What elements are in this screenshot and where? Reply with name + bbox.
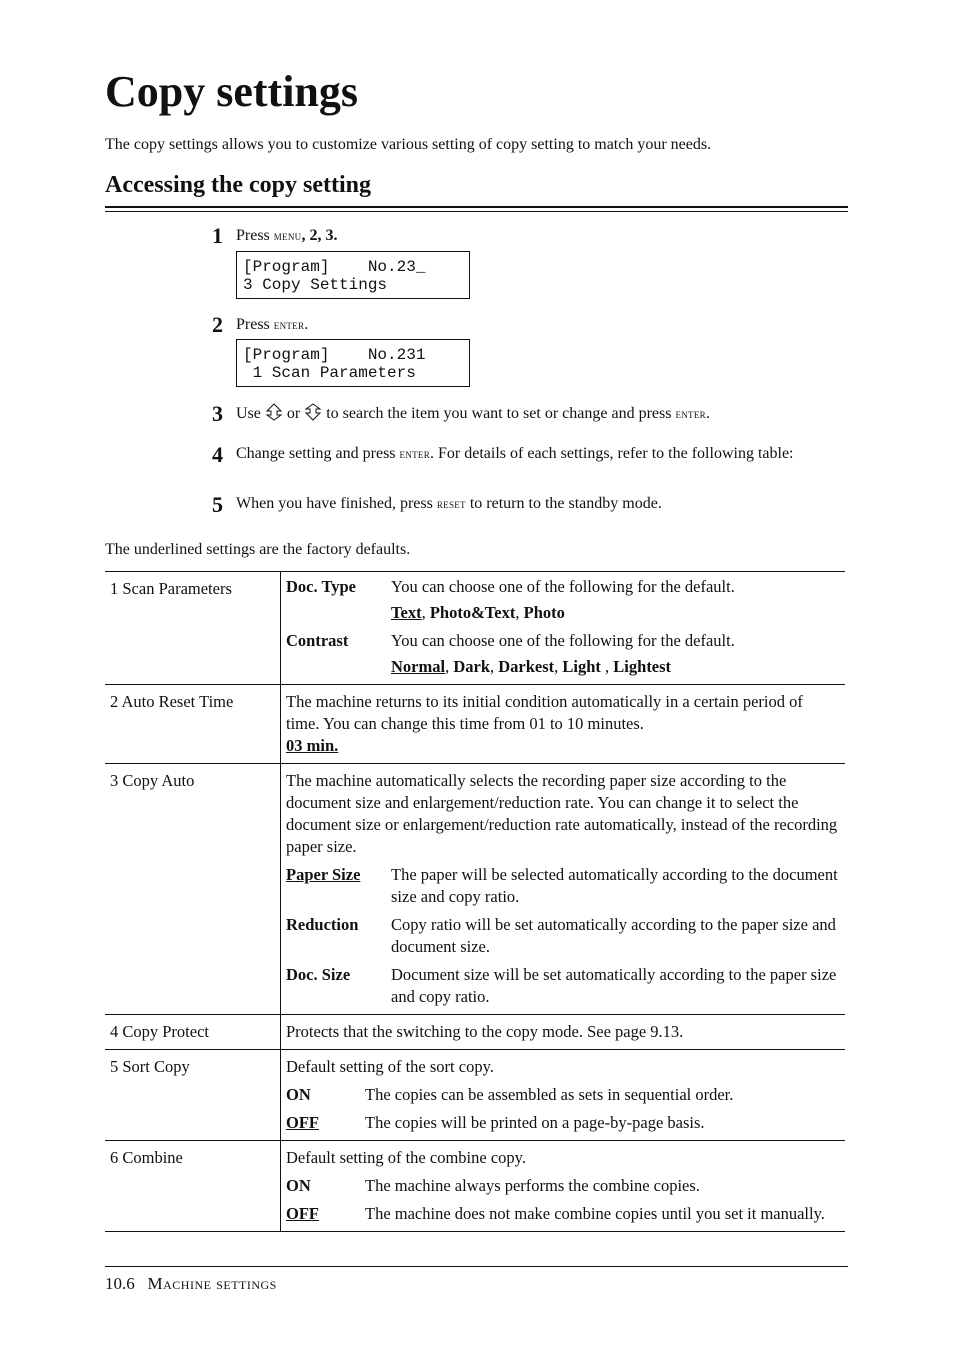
- option-key: Doc. Type: [286, 577, 356, 596]
- step-number: 4: [212, 442, 223, 467]
- step-text: When you have finished, press reset to return to the standby mode.: [236, 495, 662, 512]
- table-row: [105, 572, 845, 685]
- section-title: Accessing the copy setting: [105, 172, 371, 198]
- page-title: Copy settings: [105, 67, 359, 116]
- step-number: 3: [212, 401, 223, 426]
- table-row: [105, 685, 845, 764]
- step-text: Change setting and press enter. For details of each settings, refer to the following table:: [236, 445, 794, 462]
- section-rule-bottom: [105, 211, 848, 212]
- option-key: OFF: [286, 1113, 319, 1132]
- key-enter: enter: [273, 317, 305, 332]
- key-menu: menu: [273, 228, 302, 243]
- setting-label: 5 Sort Copy: [105, 1050, 281, 1141]
- setting-detail: The machine returns to its initial condition automatically in a certain period of time. You can change this time from 01 to 10 minutes. 03 min.: [281, 685, 846, 764]
- step-text: Use or to search the item you want to set or change and press enter.: [236, 405, 710, 422]
- settings-table: [105, 571, 845, 1232]
- setting-label: 4 Copy Protect: [105, 1015, 281, 1050]
- option-key: ON: [286, 1085, 311, 1104]
- table-row: [105, 1015, 845, 1050]
- setting-detail: Doc. Type You can choose one of the following for the default. Text, Photo&Text, Photo Contrast You can choose one of the following for the default. Normal, Dark, Darkest, Light , Lightest: [281, 572, 846, 685]
- setting-detail: Default setting of the sort copy. ON The copies can be assembled as sets in sequential order. OFF The copies will be printed on a page-by-page basis.: [286, 1057, 734, 1132]
- option-key: OFF: [286, 1204, 319, 1223]
- setting-detail: Default setting of the combine copy. ON The machine always performs the combine copies. OFF The machine does not make combine copies until you set it manually.: [286, 1148, 825, 1223]
- page-number: 10.6: [105, 1274, 135, 1293]
- lcd-display: [Program] No.231 1 Scan Parameters: [236, 339, 470, 387]
- step-number: 1: [212, 223, 223, 248]
- down-arrow-icon: [304, 403, 322, 421]
- table-row: [105, 1141, 845, 1232]
- table-row: [105, 764, 845, 1015]
- setting-label: 2 Auto Reset Time: [105, 685, 281, 764]
- option-key: Doc. Size: [286, 965, 351, 984]
- step-number: 5: [212, 492, 223, 517]
- key-enter: enter: [675, 406, 706, 421]
- defaults-note: The underlined settings are the factory defaults.: [105, 541, 411, 558]
- option-values: Text, Photo&Text, Photo: [391, 603, 565, 622]
- intro-text: The copy settings allows you to customize various setting of copy setting to match your needs.: [105, 136, 712, 153]
- option-values: Normal, Dark, Darkest, Light , Lightest: [391, 657, 672, 676]
- setting-label: 3 Copy Auto: [105, 764, 281, 1015]
- setting-detail: Protects that the switching to the copy mode. See page 9.13.: [286, 1022, 684, 1041]
- table-row: [105, 1050, 845, 1141]
- key-enter: enter: [399, 446, 431, 461]
- step-text: Press menu, 2, 3.: [236, 227, 338, 244]
- setting-label: 1 Scan Parameters: [105, 572, 281, 685]
- key-reset: reset: [436, 496, 466, 511]
- page-footer: [105, 1274, 277, 1294]
- section-rule-top: [105, 206, 848, 208]
- option-key: Contrast: [286, 631, 349, 650]
- footer-section: Machine settings: [147, 1274, 277, 1293]
- up-arrow-icon: [265, 403, 283, 421]
- step-text: Press enter.: [236, 316, 309, 333]
- setting-detail: The machine automatically selects the recording paper size according to the document size and enlargement/reduction rate. You can change it to select the document size or enlargement/reduction rate automatically, instead of the recording paper size. Paper Size The paper will be selected automatically according to the document size and copy ratio. Reduction Copy ratio will be set automatically according to the paper size and document size. Doc. Size Document size will be set automatically according to the paper size and copy ratio.: [286, 771, 838, 1006]
- footer-rule: [105, 1266, 848, 1267]
- setting-label: 6 Combine: [105, 1141, 281, 1232]
- option-key: Reduction: [286, 915, 359, 934]
- default-value: 03 min.: [286, 736, 339, 755]
- step-number: 2: [212, 312, 223, 337]
- option-key: ON: [286, 1176, 311, 1195]
- option-key: Paper Size: [286, 865, 361, 884]
- lcd-display: [Program] No.23_ 3 Copy Settings: [236, 251, 470, 299]
